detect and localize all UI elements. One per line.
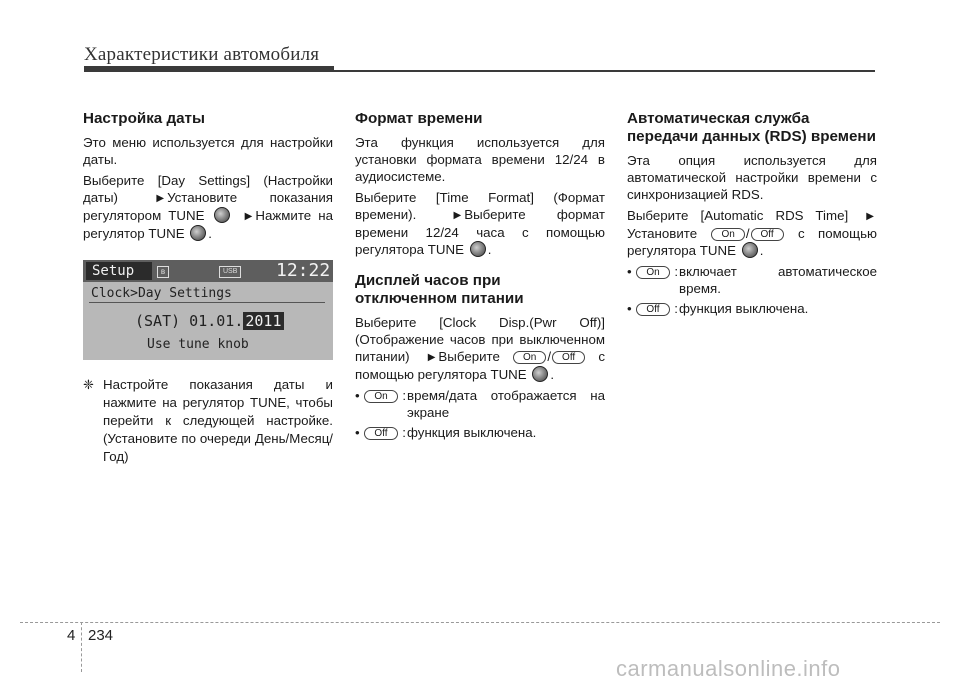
on-button-icon: On bbox=[711, 228, 744, 241]
rds-steps: Выберите [Automatic RDS Time] ▶ Установите On / Off с помощью регулятора TUNE . bbox=[627, 208, 877, 258]
date-note-text: Настройте показания даты и нажмите на регулятор TUNE, чтобы перейти к следующей настройке. (Установите по очереди День/Месяц/Год) bbox=[103, 377, 333, 464]
screen-divider bbox=[89, 302, 325, 303]
usb-icon: USB bbox=[219, 266, 241, 278]
screen-menu-path: Clock>Day Settings bbox=[91, 286, 232, 301]
date-step-1: Выберите [Day Settings] (Настройки даты) bbox=[83, 173, 333, 205]
watermark: carmanualsonline.info bbox=[616, 656, 841, 681]
rds-step-2: Установите bbox=[627, 226, 698, 241]
section-heading-rds: Автоматическая служба передачи данных (RDS) времени bbox=[627, 110, 876, 145]
time-format-step-2: Выберите формат времени 12/24 часа с помощью регулятора TUNE bbox=[355, 207, 605, 257]
time-format-step-1: Выберите [Time Format] (Формат времени). bbox=[355, 190, 605, 222]
arrow-right-icon: ▶ bbox=[453, 210, 462, 221]
arrow-right-icon: ▶ bbox=[866, 211, 874, 222]
column-rds-time bbox=[627, 110, 877, 320]
rds-step-1: Выберите [Automatic RDS Time] bbox=[627, 208, 849, 223]
date-step-3: Нажмите на регулятор TUNE bbox=[83, 208, 333, 241]
date-note bbox=[83, 376, 333, 466]
bullet-off-text: функция выключена. bbox=[407, 425, 537, 440]
on-button-icon: On bbox=[364, 390, 397, 403]
footer-page-number: 234 bbox=[88, 627, 114, 644]
off-button-icon: Off bbox=[364, 427, 397, 440]
column-time-format bbox=[355, 110, 605, 444]
tune-knob-icon bbox=[532, 366, 548, 382]
screen-hint: Use tune knob bbox=[147, 337, 249, 352]
tune-knob-icon bbox=[214, 207, 230, 223]
screen-setup-label: Setup bbox=[86, 262, 152, 280]
screen-date-year: 2011 bbox=[245, 312, 282, 330]
section-heading-clock-display: Дисплей часов при отключенном питании bbox=[355, 272, 524, 307]
bullet-on-text: время/дата отображается на экране bbox=[407, 388, 605, 420]
screen-date bbox=[135, 313, 284, 330]
arrow-right-icon: ▶ bbox=[427, 352, 436, 363]
clock-display-step-3: с помощью регулятора TUNE bbox=[355, 349, 605, 382]
page-header-title: Характеристики автомобиля bbox=[84, 44, 320, 65]
arrow-right-icon: ▶ bbox=[244, 211, 253, 222]
tune-knob-icon bbox=[742, 242, 758, 258]
bullet-on: • On : время/дата отображается на экране bbox=[355, 388, 605, 420]
column-date-settings bbox=[83, 110, 333, 466]
time-format-steps: Выберите [Time Format] (Формат времени). ▶ Выберите формат времени 12/24 часа с помощью регулятора TUNE . bbox=[355, 190, 605, 257]
clock-display-step-1: Выберите [Clock Disp.(Pwr Off)] (Отображение часов при выключенном питании) bbox=[355, 315, 605, 364]
rds-bullet-off: • Off : функция выключена. bbox=[627, 301, 809, 316]
clock-display-step-2: Выберите bbox=[438, 349, 500, 364]
note-mark-icon: ❈ bbox=[83, 377, 94, 392]
bluetooth-icon: ʙ bbox=[157, 266, 169, 278]
clock-display-steps: Выберите [Clock Disp.(Pwr Off)] (Отображение часов при выключенном питании) ▶ Выберите On / Off с помощью регулятора TUNE . bbox=[355, 315, 605, 382]
screen-clock: 12:22 bbox=[276, 260, 331, 281]
rds-intro: Эта опция используется для автоматической настройки времени с синхронизацией RDS. bbox=[627, 153, 877, 202]
rds-step-3: с помощью регулятора TUNE bbox=[627, 226, 877, 258]
footer-vertical-rule bbox=[81, 622, 82, 672]
off-button-icon: Off bbox=[636, 303, 669, 316]
section-heading-time-format: Формат времени bbox=[355, 110, 483, 127]
on-button-icon: On bbox=[513, 351, 546, 364]
rds-bullet-on: • On : включает автоматическое время. bbox=[627, 264, 877, 296]
time-format-intro: Эта функция используется для установки формата времени 12/24 в аудиосистеме. bbox=[355, 135, 605, 184]
section-heading-date: Настройка даты bbox=[83, 110, 205, 127]
header-rule-thin bbox=[334, 70, 875, 72]
date-intro: Это меню используется для настройки даты. bbox=[83, 135, 333, 167]
arrow-right-icon: ▶ bbox=[156, 193, 165, 204]
display-screen-image bbox=[83, 260, 333, 360]
rds-bullet-off-text: функция выключена. bbox=[679, 301, 809, 316]
header-rule-thick bbox=[84, 66, 334, 72]
tune-knob-icon bbox=[190, 225, 206, 241]
date-steps: Выберите [Day Settings] (Настройки даты) ▶ Установите показания регулятором TUNE ▶ Нажмите на регулятор TUNE . bbox=[83, 173, 333, 241]
screen-date-prefix: (SAT) 01.01. bbox=[135, 312, 244, 330]
tune-knob-icon bbox=[470, 241, 486, 257]
on-button-icon: On bbox=[636, 266, 669, 279]
off-button-icon: Off bbox=[552, 351, 585, 364]
date-step-2: Установите показания регулятором TUNE bbox=[83, 190, 333, 223]
footer-chapter-number: 4 bbox=[67, 627, 76, 644]
off-button-icon: Off bbox=[751, 228, 784, 241]
bullet-off: • Off : функция выключена. bbox=[355, 425, 537, 440]
rds-bullet-on-text: включает автоматическое время. bbox=[679, 264, 877, 296]
footer-dashed-rule bbox=[20, 622, 940, 623]
